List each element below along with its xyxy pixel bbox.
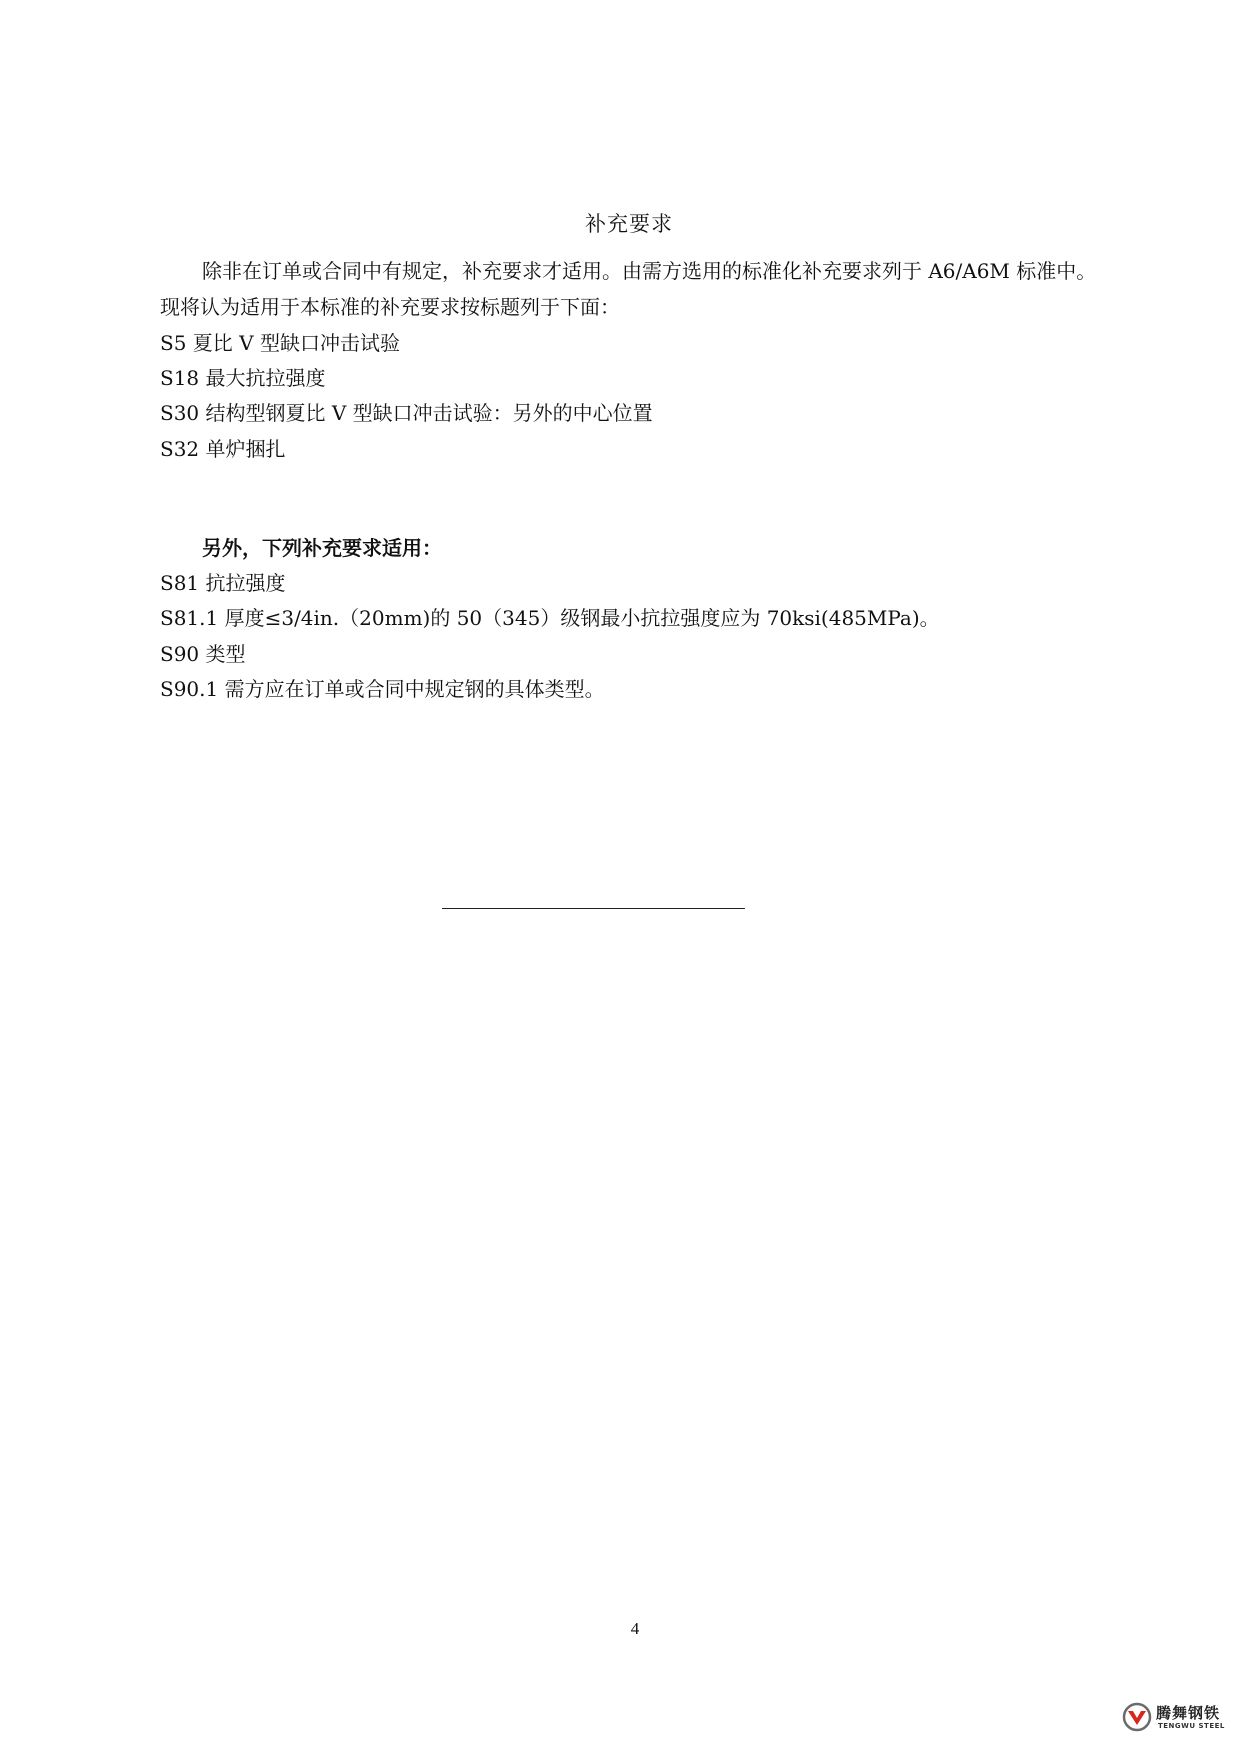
brand-logo-text-en: TENGWU STEEL: [1158, 1722, 1225, 1730]
brand-logo-icon: [1122, 1702, 1152, 1732]
list-item-s5: S5 夏比 V 型缺口冲击试验: [160, 331, 400, 355]
list-item-s81-1: S81.1 厚度≤3/4in.（20mm)的 50（345）级钢最小抗拉强度应为 70ksi(485MPa)。: [160, 606, 940, 630]
brand-logo-text-cn: 腾舞钢铁: [1156, 1704, 1221, 1722]
page-number: 4: [630, 1619, 640, 1638]
intro-paragraph-line-1: 除非在订单或合同中有规定，补充要求才适用。由需方选用的标准化补充要求列于 A6/A6M 标准中。: [202, 259, 1097, 283]
section-title: 补充要求: [585, 212, 673, 236]
list-item-s30: S30 结构型钢夏比 V 型缺口冲击试验：另外的中心位置: [160, 401, 653, 425]
list-item-s90: S90 类型: [160, 642, 246, 666]
end-divider: [442, 908, 745, 909]
additional-heading: 另外，下列补充要求适用：: [202, 536, 442, 560]
brand-logo: [1122, 1698, 1230, 1738]
list-item-s90-1: S90.1 需方应在订单或合同中规定钢的具体类型。: [160, 677, 605, 701]
list-item-s18: S18 最大抗拉强度: [160, 366, 326, 390]
list-item-s32: S32 单炉捆扎: [160, 437, 286, 461]
intro-paragraph-line-2: 现将认为适用于本标准的补充要求按标题列于下面：: [160, 295, 620, 319]
list-item-s81: S81 抗拉强度: [160, 571, 286, 595]
